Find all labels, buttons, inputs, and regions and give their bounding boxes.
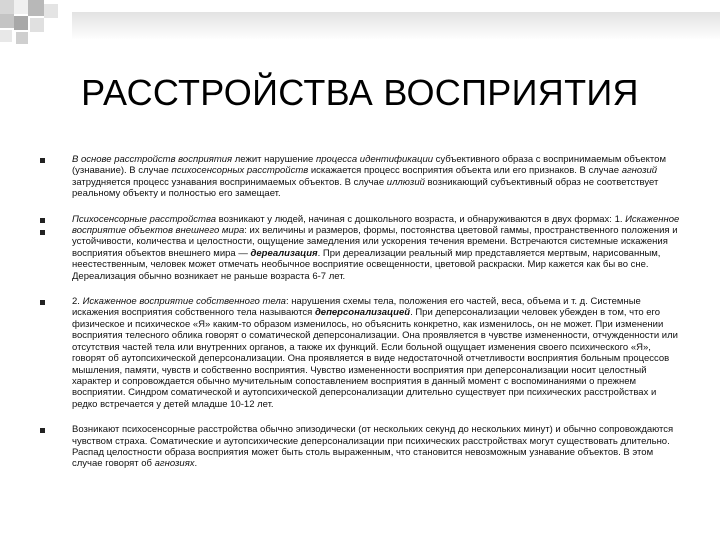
- bullet-marker: [40, 158, 45, 163]
- slide-body: [40, 154, 682, 484]
- emphasized-term: Искаженное восприятие объектов внешнего мира: [72, 213, 680, 237]
- decor-square-3: [28, 0, 44, 16]
- text-run: Возникают психосенсорные расстройства обычно эпизодически (от нескольких секунд до нескольких минут) и обычно сопровождаются чувством страха. Соматические и аутопсихические деперсонализации при психических расстройствах могут существовать длительно. Распад целостности образа восприятия может быть столь выраженным, что становится невозможным узнавание объектов. В этом случае говорят об: [72, 424, 674, 470]
- bullet-item: [40, 214, 682, 282]
- bullet-text: [72, 424, 682, 470]
- bullet-item: [40, 296, 682, 410]
- decor-square-1: [0, 0, 14, 14]
- text-run: 2.: [72, 296, 83, 308]
- bullet-item: [40, 154, 682, 200]
- text-run: лежит нарушение: [232, 154, 316, 165]
- decor-square-2: [14, 0, 28, 14]
- text-run: затрудняется процесс узнавания воспринимаемых объектов. В случае: [72, 176, 387, 188]
- text-run: возникающий субъективный образ не соответствует реальному объекту и полностью его замещает.: [72, 176, 659, 200]
- text-run: : их величины и размеров, формы, постоянства цветовой гаммы, пространственного положения и устойчивости, количества и целостности, ощущение замедления или ускорения течения времени. Встречаются системные искажения восприятия объектов внешнего мира —: [72, 225, 678, 259]
- text-run: . При дереализации реальный мир представляется мертвым, нарисованным, неестественным, человек может отмечать необычное восприятие освещенности, цветовой раскраски. Мир кажется как бы во сне. Дереализация обычно возникает не раньше возраста 6-7 лет.: [72, 247, 661, 282]
- bullet-marker: [40, 230, 45, 235]
- emphasized-term: Психосенсорные расстройства: [72, 213, 216, 225]
- slide-title: РАССТРОЙСТВА ВОСПРИЯТИЯ: [81, 72, 639, 113]
- decor-square-4: [44, 4, 58, 18]
- emphasized-term: процесса идентификации: [315, 154, 434, 165]
- emphasized-term: дереализация: [250, 247, 318, 259]
- bullet-marker: [40, 300, 45, 305]
- bullet-text: [72, 296, 682, 410]
- bullet-marker: [40, 428, 45, 433]
- emphasized-term: агнозиях: [154, 458, 195, 470]
- bullet-text: [72, 214, 682, 282]
- decor-square-9: [16, 32, 28, 44]
- emphasized-term: иллюзий: [386, 176, 425, 188]
- text-run: . При деперсонализации человек убежден в том, что его физическое и психическое «Я» каким-то образом изменилось, но объяснить конкретно, как изменилось, он не может. При изменении восприятия телесного облика говорят о соматической деперсонализации. Она проявляется в чувстве измененности, отчужденности или отсутствия частей тела или внутренних органов, а также их функций. Если больной ощущает изменения своего психического «Я», говорят об аутопсихической деперсонализации. Она проявляется в виде недостаточной отчетливости восприятия больным процессов мышления, памяти, чувств и собственно восприятия. Чувство измененности восприятия при деперсонализации носит целостный характер и сопровождается обычно мучительным сопоставлением восприятия в данный момент с воспоминаниями о прежнем восприятии. Синдром соматической и аутопсихической деперсонализации длительно существует при психических расстройствах и редко встречается у детей младше 10-12 лет.: [72, 307, 678, 410]
- bullet-text: [72, 154, 682, 200]
- decor-square-5: [0, 14, 14, 28]
- emphasized-term: Искаженное восприятие собственного тела: [82, 296, 286, 308]
- text-run: возникают у людей, начиная с дошкольного возраста, и обнаруживаются в двух формах: 1.: [215, 213, 626, 225]
- decor-square-8: [0, 30, 12, 42]
- text-run: .: [194, 458, 198, 470]
- decor-top-bar: [72, 12, 720, 40]
- text-run: субъективного образа с воспринимаемым объектом (узнавание). В случае: [72, 154, 666, 177]
- bullet-item: [40, 424, 682, 470]
- decor-square-7: [30, 18, 44, 32]
- text-run: : нарушения схемы тела, положения его частей, веса, объема и т. д. Системные искажения восприятия собственного тела называются: [72, 296, 641, 319]
- emphasized-term: психосенсорных расстройств: [171, 165, 309, 177]
- bullet-marker: [40, 218, 45, 223]
- emphasized-term: В основе расстройств восприятия: [72, 154, 233, 165]
- text-run: искажается процесс восприятия объекта или его признаков. В случае: [308, 165, 622, 177]
- emphasized-term: деперсонализацией: [314, 307, 411, 319]
- emphasized-term: агнозий: [621, 165, 658, 177]
- decor-square-6: [14, 16, 28, 30]
